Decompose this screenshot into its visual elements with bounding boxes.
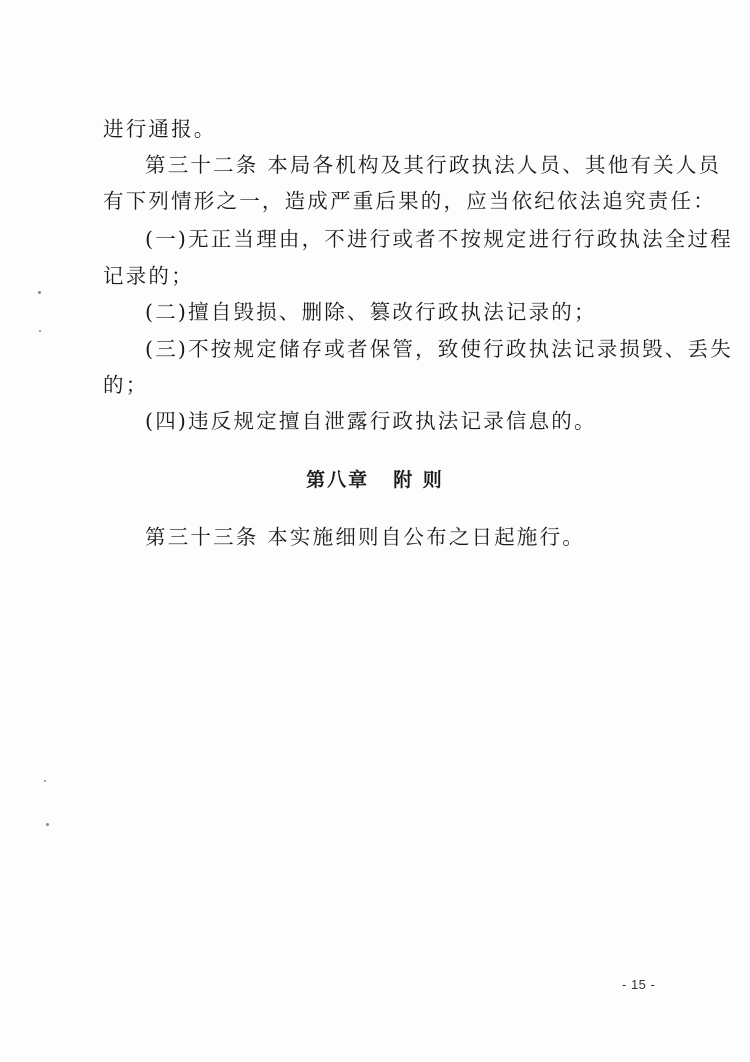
scan-speck [46,823,49,826]
clause-3-line: (三)不按规定储存或者保管，致使行政执法记录损毁、丢失 [145,337,733,361]
article-33-line: 第三十三条 本实施细则自公布之日起施行。 [145,525,586,549]
paragraph-line: 的； [103,373,149,397]
paragraph-line: 进行通报。 [103,117,217,141]
clause-1-line: (一)无正当理由，不进行或者不按规定进行行政执法全过程 [145,227,733,251]
chapter-title: 附 则 [393,469,444,491]
scan-speck [44,780,46,782]
paragraph-line: 有下列情形之一，造成严重后果的，应当依纪依法追究责任： [103,189,716,213]
chapter-heading [0,467,750,493]
scan-speck [39,330,41,332]
clause-2-line: (二)擅自毁损、删除、篡改行政执法记录的； [145,300,597,324]
paragraph-line: 记录的； [103,264,194,288]
page-number: - 15 - [622,977,656,992]
scan-speck [38,291,41,294]
clause-4-line: (四)违反规定擅自泄露行政执法记录信息的。 [145,409,597,433]
chapter-number: 第八章 [306,469,370,491]
article-32-line: 第三十二条 本局各机构及其行政执法人员、其他有关人员 [145,153,722,177]
